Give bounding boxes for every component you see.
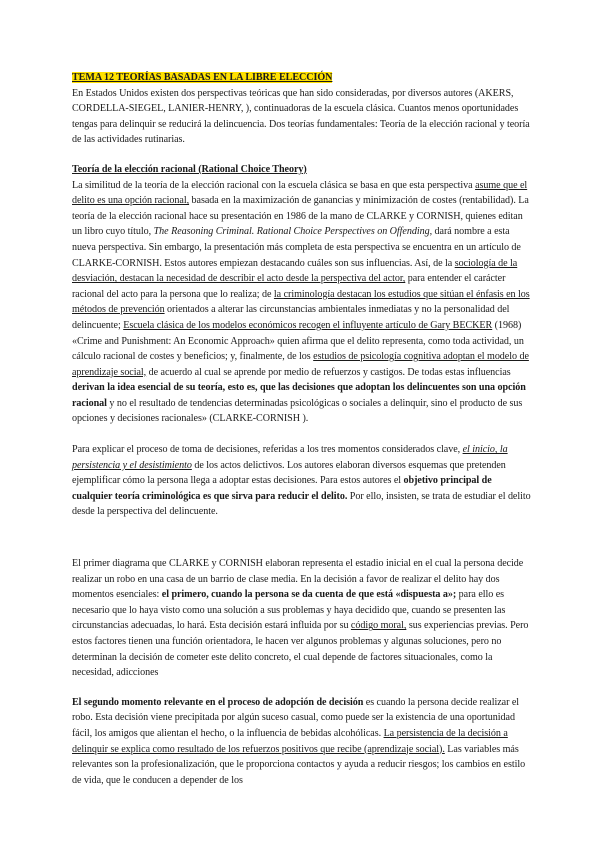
paragraph-rational-choice: [72, 178, 532, 428]
text-run: de acuerdo al cual se aprende por medio de refuerzos y castigos. De todas estas influencias: [146, 366, 511, 378]
intro-paragraph: En Estados Unidos existen dos perspectivas teóricas que han sido consideradas, por diversos autores (AKERS, CORDELLA-SIEGEL, LANIER-HENRY, ), continuadoras de la escuela clásica. Cuantos menos oportunidades tengas para delinquir se reducirá la delincuencia. Dos teorías fundamentales: Teoría de la elección racional y teoría de las actividades rutinarias.: [72, 87, 530, 146]
text-run: Para explicar el proceso de toma de decisiones, referidas a los tres momentos considerados clave,: [72, 444, 463, 456]
italic-underlined-run: el inicio, la persistencia y el desistimiento: [72, 444, 508, 471]
text-run: El primer diagrama que CLARKE y CORNISH elaboran representa el estadio inicial en el cual la persona decide realizar un robo en una casa de un barrio de clase media. En la decisión a favor de realizar el delito hay dos momentos esenciales:: [72, 558, 524, 601]
text-run: La similitud de la teoría de la elección racional con la escuela clásica se basa en que esta perspectiva: [72, 179, 476, 191]
spacer: [72, 681, 532, 695]
text-run: orientados a alterar las circunstancias ambientales inmediatas y no la personalidad del delincuente;: [72, 304, 510, 331]
bold-run: derivan la idea esencial de su teoría, esto es, que las decisiones que adoptan los delincuentes son una opción racional: [72, 382, 526, 409]
text-run: dará nombre a esta nueva perspectiva. Sin embargo, la presentación más completa de esta perspectiva se encuentra en un artículo de CLARKE-CORNISH. Estos autores empiezan destacando cuáles son sus influencias. Así, de la: [72, 226, 521, 269]
bold-run: objetivo principal de cualquier teoría criminológica es que sirva para reducir el delito.: [72, 475, 492, 502]
text-run: Las variables más relevantes son la profesionalización, que le proporciona contactos y ayuda a reducir riesgos; los cambios en estilo de vida, que le conducen a depender de los: [72, 743, 526, 786]
text-run: es cuando la persona decide realizar el robo. Esta decisión viene precipitada por algún suceso casual, como puede ser la existencia de una oportunidad fácil, los amigos que alientan el hecho, o la influencia de bebidas alcohólicas.: [72, 696, 520, 739]
section-heading-block: [72, 162, 532, 178]
bold-run: el primero, cuando la persona se da cuenta de que está «dispuesta a»;: [161, 589, 457, 601]
bold-run: El segundo momento relevante en el proceso de adopción de decisión: [72, 696, 364, 708]
text-run: de los actos delictivos. Los autores elaboran diversos esquemas que pretenden ejemplificar cómo la persona llega a adoptar estas decisiones. Para estos autores el: [72, 459, 506, 487]
underlined-run: estudios de psicología cognitiva adoptan el modelo de aprendizaje social,: [72, 351, 529, 378]
text-run: Por ello, insisten, se trata de estudiar el delito desde la perspectiva del delincuente.: [72, 490, 531, 518]
text-run: y no el resultado de tendencias determinadas psicológicas o sociales a delinquir, sino el producto de sus opciones y decisiones racionales» (CLARKE-CORNISH ).: [72, 397, 523, 425]
paragraph-decision-process: [72, 442, 532, 520]
text-run: para entender el carácter racional del acto para la persona que lo realiza; de: [72, 273, 506, 300]
document-title: TEMA 12 TEORÍAS BASADAS EN LA LIBRE ELECCIÓN: [72, 72, 333, 83]
underlined-run: La persistencia de la decisión a delinquir se explica como resultado de los refuerzos positivos que recibe (aprendizaje social).: [72, 727, 508, 755]
underlined-run: código moral,: [350, 620, 407, 632]
text-run: para ello es necesario que lo haya visto como una solución a sus problemas y haya decidido que, cuando se presenten las circunstancias adecuadas, lo hará. Esta decisión estará influida por su: [72, 589, 506, 632]
book-title: The Reasoning Criminal. Rational Choice Perspectives on Offending,: [153, 226, 433, 238]
text-run: (1968) «Crime and Punishment: An Economic Approach» quien afirma que el delito representa, como toda actividad, un cálculo racional de costes y beneficios; y, finalmente, de los: [72, 319, 524, 363]
underlined-run: asume que el delito es una opción racional,: [72, 179, 528, 207]
section-heading: Teoría de la elección racional (Rational Choice Theory): [72, 163, 307, 175]
spacer: [72, 520, 532, 556]
paragraph-first-diagram: [72, 556, 532, 681]
paragraph-second-moment: [72, 695, 532, 789]
underlined-run: sociología de la desviación, destacan la necesidad de describir el acto desde la perspectiva del actor,: [72, 257, 518, 285]
spacer: [72, 148, 532, 162]
underlined-run: Escuela clásica de los modelos económicos recogen el influyente artículo de Gary BECKER: [123, 319, 493, 331]
text-run: basada en la maximización de ganancias y minimización de costes (rentabilidad). La teoría de la elección racional hace su presentación en 1986 de la mano de CLARKE y CORNISH, quienes editan un libro cuyo título,: [72, 195, 529, 238]
spacer: [72, 427, 532, 442]
text-run: sus experiencias previas. Pero estos factores tienen una función orientadora, le hacen ver algunos problemas y algunas soluciones, pero no determinan la decisión de cometer este delito concreto, el cual depende de factores situacionales, como la necesidad, adicciones: [72, 620, 529, 679]
underlined-run: la criminología destacan los estudios que sitúan el énfasis en los métodos de prevención: [72, 288, 530, 316]
document-title-block: [72, 70, 532, 86]
document-page: [72, 70, 532, 788]
